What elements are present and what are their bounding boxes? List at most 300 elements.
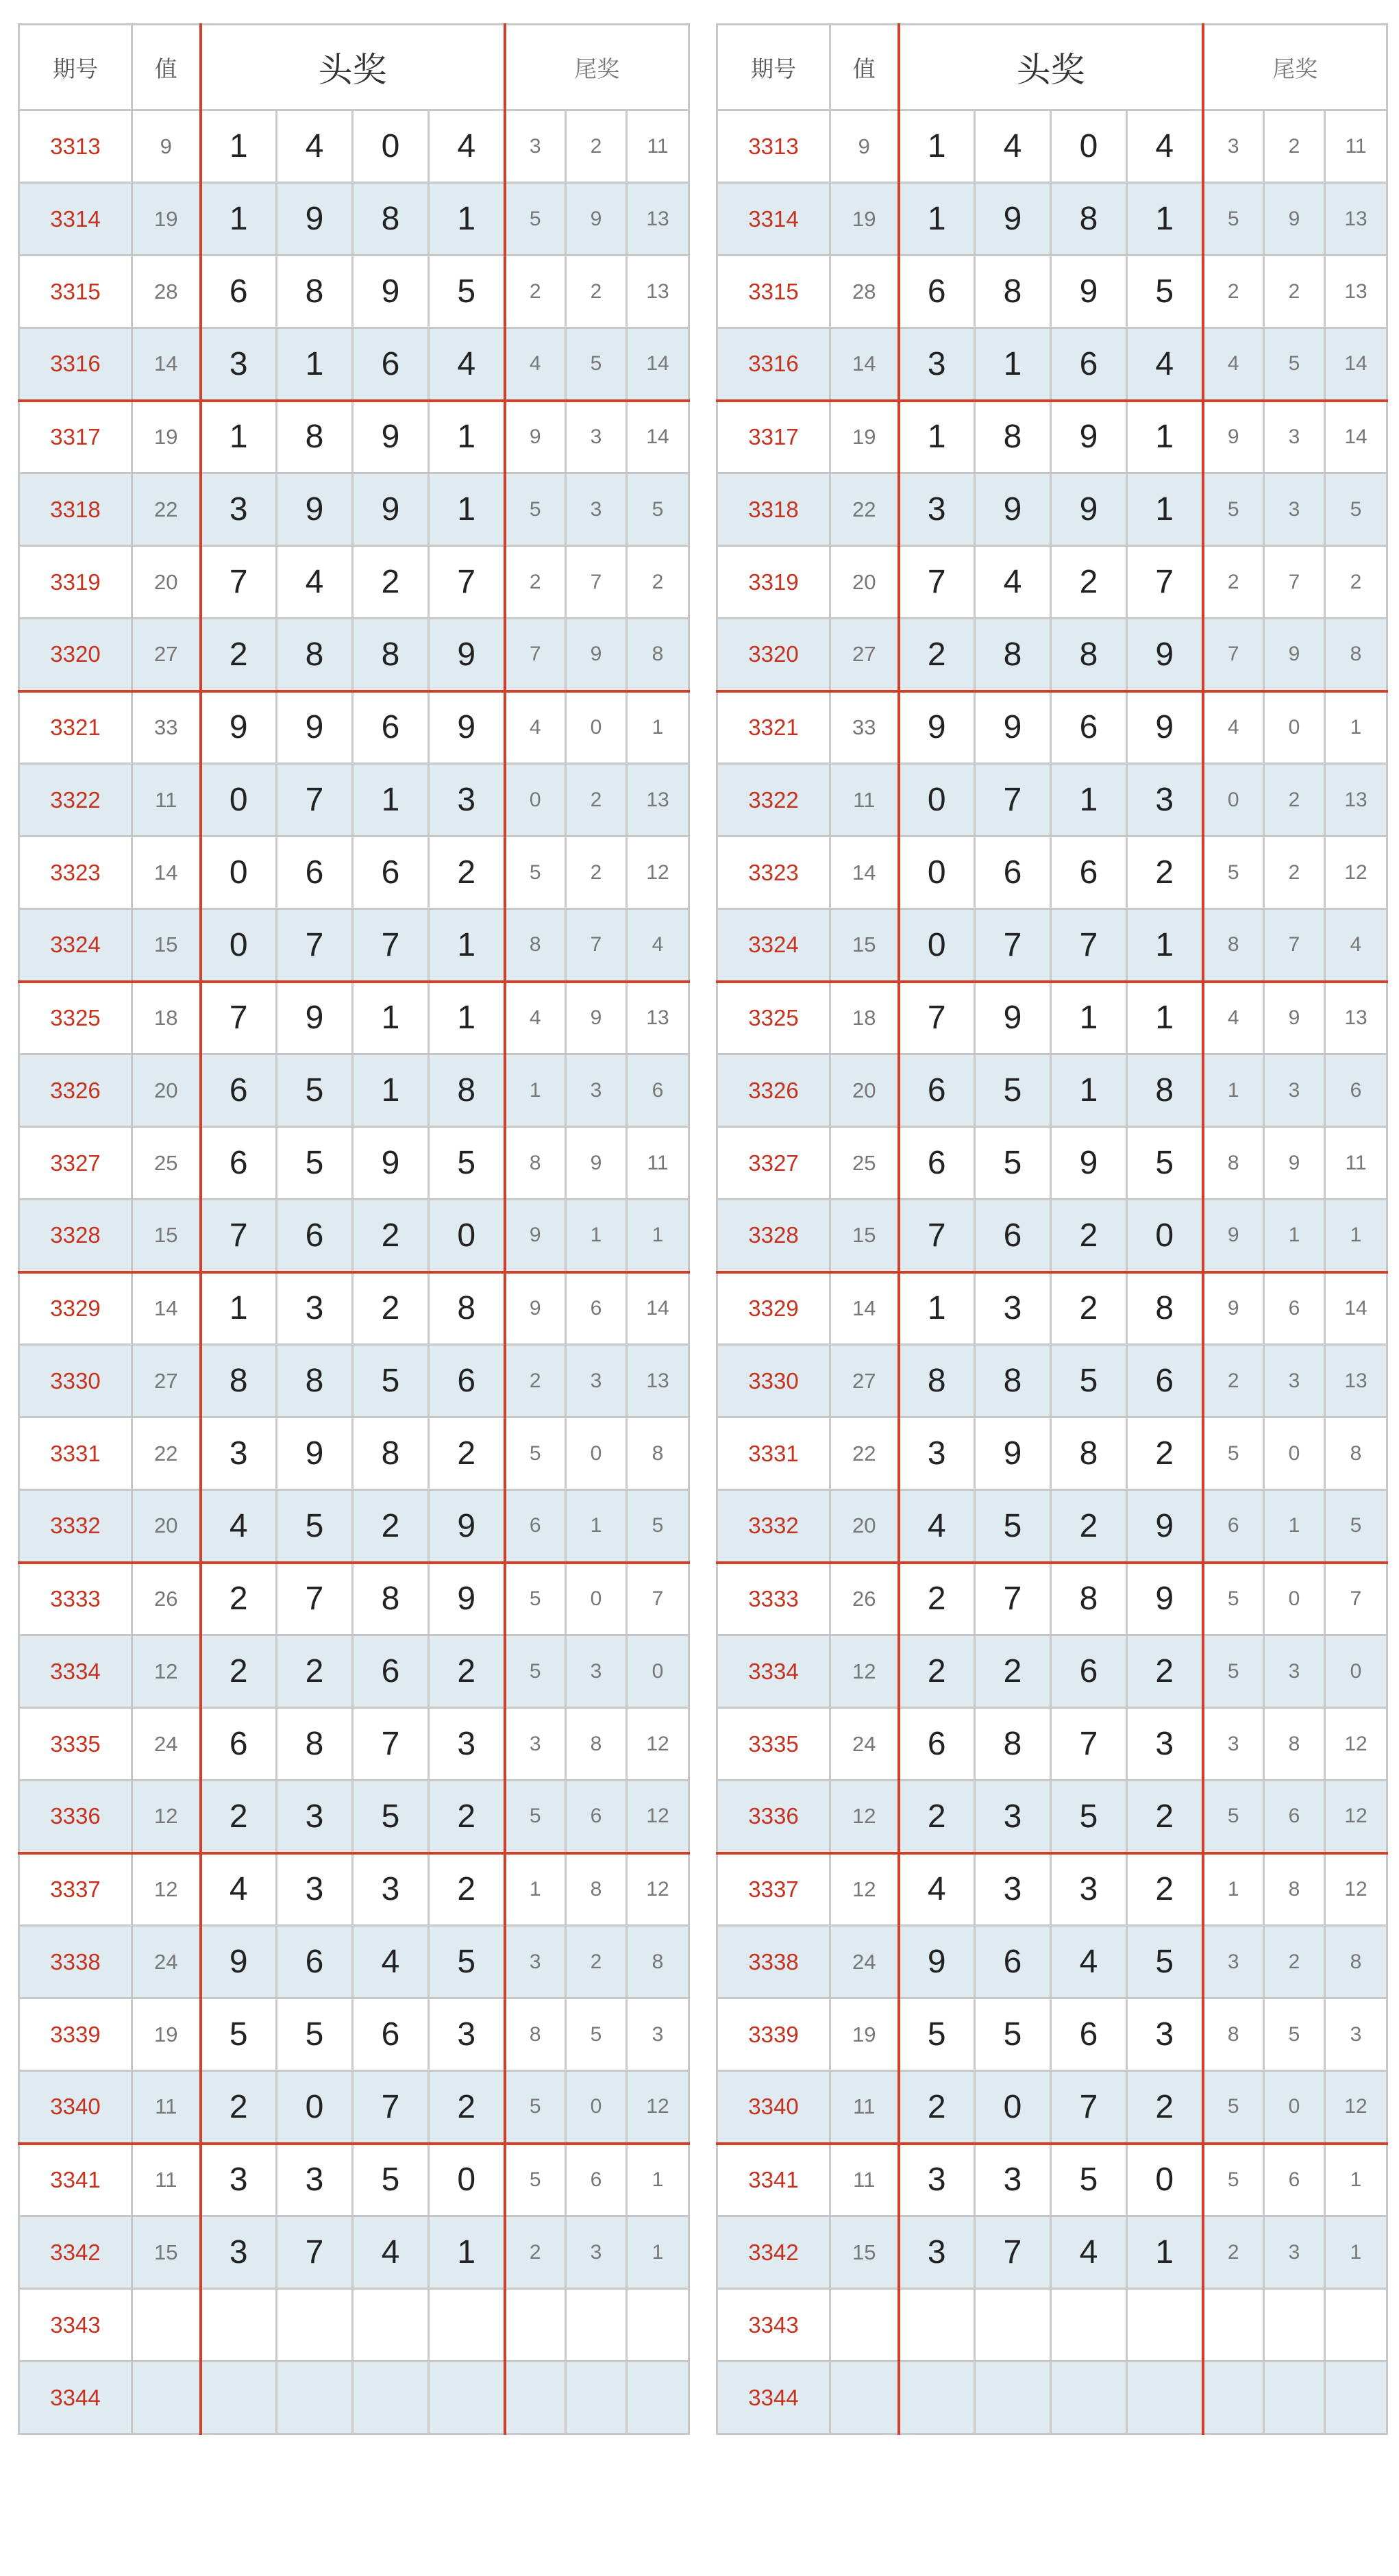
sum-value: 11 xyxy=(132,2144,201,2216)
head-prize-digit: 2 xyxy=(429,1635,505,1708)
head-prize-digit: 8 xyxy=(201,1345,277,1417)
period-id: 3341 xyxy=(19,2144,132,2216)
sum-value: 12 xyxy=(830,1781,899,1853)
head-prize-digit: 8 xyxy=(1051,183,1127,256)
sum-value: 24 xyxy=(830,1708,899,1781)
lottery-table xyxy=(18,23,690,2435)
sum-value: 22 xyxy=(132,473,201,546)
tail-prize-number: 9 xyxy=(505,401,566,473)
head-prize-digit: 1 xyxy=(201,110,277,183)
tail-prize-number: 3 xyxy=(1264,401,1325,473)
tail-prize-number: 8 xyxy=(1264,1853,1325,1926)
tail-prize-number: 3 xyxy=(505,110,566,183)
tail-prize-number: 1 xyxy=(627,1200,689,1272)
head-prize-digit: 9 xyxy=(353,473,429,546)
tail-prize-number: 12 xyxy=(1325,1781,1387,1853)
tail-prize-number: 3 xyxy=(1325,1998,1387,2071)
head-prize-digit: 1 xyxy=(899,183,975,256)
sum-value: 20 xyxy=(830,546,899,619)
head-prize-digit: 3 xyxy=(899,328,975,401)
tail-prize-number: 9 xyxy=(566,1127,627,1200)
period-id: 3339 xyxy=(19,1998,132,2071)
head-prize-digit: 0 xyxy=(1127,1200,1203,1272)
tail-prize-number: 1 xyxy=(505,1054,566,1127)
tail-prize-number: 2 xyxy=(1203,1345,1264,1417)
tail-prize-number: 1 xyxy=(627,691,689,764)
head-prize-digit: 5 xyxy=(975,1998,1051,2071)
period-id: 3335 xyxy=(717,1708,830,1781)
table-row xyxy=(19,328,689,401)
sum-value: 15 xyxy=(132,2216,201,2289)
head-prize-digit: 2 xyxy=(277,1635,353,1708)
head-prize-digit: 2 xyxy=(201,1635,277,1708)
head-prize-digit: 5 xyxy=(277,1127,353,1200)
head-prize-digit: 9 xyxy=(201,1926,277,1998)
period-id: 3334 xyxy=(19,1635,132,1708)
period-id: 3344 xyxy=(717,2362,830,2434)
head-prize-digit: 8 xyxy=(353,1417,429,1490)
head-prize-digit: 7 xyxy=(201,1200,277,1272)
table-row xyxy=(717,2216,1387,2289)
header-period: 期号 xyxy=(717,25,830,110)
period-id: 3320 xyxy=(19,619,132,691)
head-prize-digit: 4 xyxy=(975,110,1051,183)
head-prize-digit: 0 xyxy=(429,1200,505,1272)
tail-prize-number: 13 xyxy=(1325,183,1387,256)
head-prize-digit: 3 xyxy=(899,2144,975,2216)
table-row xyxy=(19,1708,689,1781)
sum-value: 12 xyxy=(830,1635,899,1708)
period-id: 3341 xyxy=(717,2144,830,2216)
head-prize-digit: 8 xyxy=(899,1345,975,1417)
head-prize-digit: 9 xyxy=(975,1417,1051,1490)
sum-value: 11 xyxy=(830,764,899,837)
head-prize-digit: 3 xyxy=(201,473,277,546)
tail-prize-number: 2 xyxy=(566,256,627,328)
sum-value: 19 xyxy=(132,1998,201,2071)
head-prize-digit: 6 xyxy=(1051,691,1127,764)
head-prize-digit: 5 xyxy=(277,1998,353,2071)
head-prize-digit: 2 xyxy=(899,2071,975,2144)
sum-value: 22 xyxy=(132,1417,201,1490)
tail-prize-number xyxy=(1203,2289,1264,2362)
sum-value: 18 xyxy=(132,982,201,1054)
head-prize-digit: 2 xyxy=(353,546,429,619)
tail-prize-number: 5 xyxy=(1203,2071,1264,2144)
head-prize-digit: 7 xyxy=(277,1563,353,1635)
tail-prize-number: 5 xyxy=(1203,1417,1264,1490)
head-prize-digit: 7 xyxy=(277,2216,353,2289)
head-prize-digit: 8 xyxy=(277,1708,353,1781)
head-prize-digit: 8 xyxy=(353,619,429,691)
period-id: 3315 xyxy=(19,256,132,328)
tail-prize-number: 7 xyxy=(505,619,566,691)
tail-prize-number: 14 xyxy=(1325,1272,1387,1345)
sum-value: 22 xyxy=(830,1417,899,1490)
tail-prize-number: 9 xyxy=(566,183,627,256)
header-head-prize: 头奖 xyxy=(201,25,505,110)
table-row xyxy=(717,982,1387,1054)
head-prize-digit: 0 xyxy=(975,2071,1051,2144)
head-prize-digit: 7 xyxy=(1127,546,1203,619)
head-prize-digit: 2 xyxy=(975,1635,1051,1708)
table-row xyxy=(19,256,689,328)
table-row xyxy=(19,764,689,837)
tail-prize-number: 0 xyxy=(1325,1635,1387,1708)
tail-prize-number: 2 xyxy=(1325,546,1387,619)
period-id: 3318 xyxy=(717,473,830,546)
head-prize-digit: 3 xyxy=(353,1853,429,1926)
tail-prize-number: 8 xyxy=(627,619,689,691)
sum-value: 12 xyxy=(132,1781,201,1853)
table-row xyxy=(19,1054,689,1127)
tail-prize-number: 2 xyxy=(1264,837,1325,909)
head-prize-digit: 5 xyxy=(1127,1127,1203,1200)
head-prize-digit: 6 xyxy=(899,256,975,328)
sum-value: 25 xyxy=(132,1127,201,1200)
head-prize-digit: 4 xyxy=(899,1490,975,1563)
tail-prize-number: 6 xyxy=(566,1781,627,1853)
table-row xyxy=(717,2144,1387,2216)
tail-prize-number: 5 xyxy=(505,1635,566,1708)
tail-prize-number: 1 xyxy=(1264,1490,1325,1563)
period-id: 3330 xyxy=(717,1345,830,1417)
tail-prize-number: 11 xyxy=(1325,110,1387,183)
sum-value: 27 xyxy=(132,619,201,691)
tail-prize-number: 7 xyxy=(566,546,627,619)
head-prize-digit: 1 xyxy=(1051,764,1127,837)
tail-prize-number: 0 xyxy=(566,691,627,764)
table-row xyxy=(19,1926,689,1998)
period-id: 3321 xyxy=(19,691,132,764)
head-prize-digit: 2 xyxy=(1051,546,1127,619)
period-id: 3344 xyxy=(19,2362,132,2434)
tail-prize-number: 9 xyxy=(1264,619,1325,691)
head-prize-digit: 9 xyxy=(1051,401,1127,473)
table-row xyxy=(717,909,1387,982)
tail-prize-number: 1 xyxy=(1203,1054,1264,1127)
head-prize-digit: 2 xyxy=(429,1417,505,1490)
period-id: 3342 xyxy=(717,2216,830,2289)
table-row xyxy=(19,691,689,764)
tail-prize-number: 2 xyxy=(566,764,627,837)
sum-value xyxy=(132,2362,201,2434)
period-id: 3328 xyxy=(19,1200,132,1272)
head-prize-digit: 6 xyxy=(353,1998,429,2071)
tail-prize-number: 5 xyxy=(1203,473,1264,546)
head-prize-digit: 4 xyxy=(1127,110,1203,183)
head-prize-digit: 4 xyxy=(277,110,353,183)
tail-prize-number: 5 xyxy=(1203,837,1264,909)
table-row xyxy=(19,837,689,909)
tail-prize-number xyxy=(1325,2289,1387,2362)
head-prize-digit: 3 xyxy=(201,328,277,401)
table-row xyxy=(717,1272,1387,1345)
sum-value: 11 xyxy=(132,2071,201,2144)
tail-prize-number: 8 xyxy=(627,1926,689,1998)
table-row xyxy=(717,2362,1387,2434)
head-prize-digit: 5 xyxy=(353,1781,429,1853)
tail-prize-number: 4 xyxy=(1203,328,1264,401)
head-prize-digit xyxy=(353,2289,429,2362)
head-prize-digit: 7 xyxy=(1051,909,1127,982)
sum-value: 33 xyxy=(132,691,201,764)
tail-prize-number: 5 xyxy=(505,2144,566,2216)
tail-prize-number: 8 xyxy=(566,1853,627,1926)
table-row xyxy=(19,1490,689,1563)
tail-prize-number: 7 xyxy=(1264,546,1325,619)
head-prize-digit: 5 xyxy=(975,1054,1051,1127)
header-value: 值 xyxy=(132,25,201,110)
tail-prize-number: 13 xyxy=(627,256,689,328)
head-prize-digit: 6 xyxy=(975,1200,1051,1272)
table-row xyxy=(19,401,689,473)
head-prize-digit: 0 xyxy=(1127,2144,1203,2216)
tail-prize-number: 14 xyxy=(1325,401,1387,473)
tail-prize-number: 1 xyxy=(566,1490,627,1563)
head-prize-digit: 5 xyxy=(1051,1781,1127,1853)
tail-prize-number: 8 xyxy=(1325,1417,1387,1490)
table-row xyxy=(717,1127,1387,1200)
tail-prize-number: 9 xyxy=(1264,1127,1325,1200)
table-row xyxy=(717,1345,1387,1417)
head-prize-digit: 2 xyxy=(429,837,505,909)
period-id: 3317 xyxy=(717,401,830,473)
sum-value: 19 xyxy=(132,183,201,256)
head-prize-digit: 8 xyxy=(975,1345,1051,1417)
head-prize-digit: 8 xyxy=(277,619,353,691)
table-row xyxy=(717,1563,1387,1635)
table-row xyxy=(19,1200,689,1272)
sum-value xyxy=(830,2289,899,2362)
period-id: 3340 xyxy=(19,2071,132,2144)
tail-prize-number xyxy=(505,2289,566,2362)
table-row xyxy=(717,1054,1387,1127)
tail-prize-number: 5 xyxy=(1264,1998,1325,2071)
sum-value: 14 xyxy=(132,1272,201,1345)
tail-prize-number: 12 xyxy=(627,1781,689,1853)
head-prize-digit: 7 xyxy=(353,2071,429,2144)
sum-value: 14 xyxy=(830,1272,899,1345)
head-prize-digit: 3 xyxy=(201,2216,277,2289)
head-prize-digit: 7 xyxy=(975,909,1051,982)
head-prize-digit: 5 xyxy=(429,1926,505,1998)
head-prize-digit: 9 xyxy=(277,982,353,1054)
table-row xyxy=(717,110,1387,183)
head-prize-digit: 7 xyxy=(899,1200,975,1272)
table-row xyxy=(717,691,1387,764)
period-id: 3325 xyxy=(717,982,830,1054)
header-row xyxy=(19,25,689,110)
table-row xyxy=(19,2216,689,2289)
head-prize-digit: 3 xyxy=(277,1781,353,1853)
table-row xyxy=(19,2289,689,2362)
tail-prize-number: 5 xyxy=(1203,1635,1264,1708)
head-prize-digit xyxy=(975,2289,1051,2362)
period-id: 3333 xyxy=(717,1563,830,1635)
head-prize-digit: 0 xyxy=(353,110,429,183)
head-prize-digit: 6 xyxy=(277,1200,353,1272)
head-prize-digit: 5 xyxy=(201,1998,277,2071)
head-prize-digit: 9 xyxy=(353,1127,429,1200)
head-prize-digit: 9 xyxy=(429,691,505,764)
head-prize-digit: 6 xyxy=(1051,1635,1127,1708)
tail-prize-number: 14 xyxy=(627,1272,689,1345)
period-id: 3313 xyxy=(717,110,830,183)
period-id: 3315 xyxy=(717,256,830,328)
tail-prize-number: 12 xyxy=(627,837,689,909)
head-prize-digit: 9 xyxy=(277,1417,353,1490)
tail-prize-number: 13 xyxy=(627,1345,689,1417)
table-row xyxy=(717,546,1387,619)
head-prize-digit: 3 xyxy=(201,1417,277,1490)
period-id: 3343 xyxy=(19,2289,132,2362)
sum-value: 12 xyxy=(132,1635,201,1708)
head-prize-digit: 2 xyxy=(1127,1417,1203,1490)
head-prize-digit: 4 xyxy=(353,1926,429,1998)
lottery-table xyxy=(716,23,1388,2435)
period-id: 3323 xyxy=(717,837,830,909)
period-id: 3324 xyxy=(19,909,132,982)
table-row xyxy=(19,982,689,1054)
head-prize-digit: 9 xyxy=(429,1490,505,1563)
tail-prize-number: 5 xyxy=(505,2071,566,2144)
tail-prize-number: 5 xyxy=(505,1417,566,1490)
head-prize-digit: 3 xyxy=(975,1853,1051,1926)
head-prize-digit: 0 xyxy=(899,764,975,837)
head-prize-digit: 1 xyxy=(1127,473,1203,546)
tail-prize-number: 12 xyxy=(1325,1853,1387,1926)
sum-value: 11 xyxy=(830,2071,899,2144)
head-prize-digit xyxy=(277,2362,353,2434)
period-id: 3314 xyxy=(19,183,132,256)
table-row xyxy=(717,1998,1387,2071)
tail-prize-number: 8 xyxy=(627,1417,689,1490)
sum-value: 24 xyxy=(132,1926,201,1998)
period-id: 3338 xyxy=(717,1926,830,1998)
head-prize-digit: 6 xyxy=(201,1127,277,1200)
tail-prize-number: 4 xyxy=(505,982,566,1054)
head-prize-digit: 6 xyxy=(277,837,353,909)
head-prize-digit: 8 xyxy=(353,1563,429,1635)
tail-prize-number: 9 xyxy=(505,1200,566,1272)
head-prize-digit xyxy=(975,2362,1051,2434)
head-prize-digit: 9 xyxy=(1127,691,1203,764)
head-prize-digit: 8 xyxy=(975,1708,1051,1781)
head-prize-digit: 2 xyxy=(1051,1200,1127,1272)
period-id: 3329 xyxy=(717,1272,830,1345)
tail-prize-number: 1 xyxy=(1325,2216,1387,2289)
tail-prize-number: 1 xyxy=(566,1200,627,1272)
header-period: 期号 xyxy=(19,25,132,110)
period-id: 3333 xyxy=(19,1563,132,1635)
head-prize-digit: 5 xyxy=(975,1490,1051,1563)
sum-value: 25 xyxy=(830,1127,899,1200)
head-prize-digit: 1 xyxy=(429,2216,505,2289)
tail-prize-number: 13 xyxy=(1325,764,1387,837)
head-prize-digit: 9 xyxy=(1127,1563,1203,1635)
head-prize-digit: 5 xyxy=(353,2144,429,2216)
head-prize-digit: 4 xyxy=(429,328,505,401)
period-id: 3339 xyxy=(717,1998,830,2071)
tail-prize-number: 9 xyxy=(1264,982,1325,1054)
table-row xyxy=(717,1490,1387,1563)
head-prize-digit: 9 xyxy=(429,619,505,691)
tail-prize-number: 1 xyxy=(1325,2144,1387,2216)
head-prize-digit: 4 xyxy=(1051,2216,1127,2289)
sum-value: 15 xyxy=(830,1200,899,1272)
tail-prize-number: 3 xyxy=(1264,2216,1325,2289)
tail-prize-number: 4 xyxy=(1325,909,1387,982)
head-prize-digit: 8 xyxy=(277,256,353,328)
tail-prize-number: 1 xyxy=(1203,1853,1264,1926)
head-prize-digit: 2 xyxy=(1127,1853,1203,1926)
tail-prize-number: 9 xyxy=(505,1272,566,1345)
header-row xyxy=(717,25,1387,110)
tail-prize-number: 8 xyxy=(505,1998,566,2071)
period-id: 3316 xyxy=(717,328,830,401)
head-prize-digit: 6 xyxy=(1051,328,1127,401)
tail-prize-number: 2 xyxy=(1203,546,1264,619)
head-prize-digit: 4 xyxy=(277,546,353,619)
head-prize-digit xyxy=(1127,2362,1203,2434)
sum-value: 27 xyxy=(830,1345,899,1417)
tail-prize-number: 3 xyxy=(566,1635,627,1708)
tail-prize-number xyxy=(566,2362,627,2434)
head-prize-digit: 7 xyxy=(429,546,505,619)
period-id: 3334 xyxy=(717,1635,830,1708)
sum-value: 27 xyxy=(830,619,899,691)
tail-prize-number: 1 xyxy=(627,2144,689,2216)
tail-prize-number: 6 xyxy=(1264,1272,1325,1345)
head-prize-digit: 3 xyxy=(975,1272,1051,1345)
tail-prize-number: 7 xyxy=(566,909,627,982)
sum-value: 19 xyxy=(830,401,899,473)
sum-value: 12 xyxy=(830,1853,899,1926)
table-row xyxy=(19,1563,689,1635)
period-id: 3331 xyxy=(19,1417,132,1490)
head-prize-digit: 6 xyxy=(353,1635,429,1708)
tail-prize-number: 0 xyxy=(1264,691,1325,764)
head-prize-digit: 4 xyxy=(201,1853,277,1926)
tail-prize-number: 2 xyxy=(505,2216,566,2289)
head-prize-digit: 9 xyxy=(1051,473,1127,546)
head-prize-digit: 9 xyxy=(1127,619,1203,691)
sum-value: 20 xyxy=(132,546,201,619)
head-prize-digit: 2 xyxy=(1051,1272,1127,1345)
head-prize-digit: 5 xyxy=(353,1345,429,1417)
tail-prize-number: 5 xyxy=(1203,183,1264,256)
head-prize-digit: 1 xyxy=(899,110,975,183)
sum-value: 15 xyxy=(132,909,201,982)
tail-prize-number: 3 xyxy=(566,1345,627,1417)
head-prize-digit: 7 xyxy=(353,909,429,982)
tail-prize-number: 0 xyxy=(1264,1417,1325,1490)
head-prize-digit: 8 xyxy=(1127,1272,1203,1345)
head-prize-digit: 1 xyxy=(1127,982,1203,1054)
table-row xyxy=(19,1998,689,2071)
sum-value: 15 xyxy=(830,909,899,982)
tail-prize-number: 0 xyxy=(1264,1563,1325,1635)
period-id: 3326 xyxy=(19,1054,132,1127)
sum-value: 26 xyxy=(132,1563,201,1635)
tail-prize-number: 0 xyxy=(566,2071,627,2144)
head-prize-digit xyxy=(899,2289,975,2362)
tail-prize-number xyxy=(505,2362,566,2434)
table-row xyxy=(717,1200,1387,1272)
tail-prize-number: 13 xyxy=(1325,256,1387,328)
head-prize-digit: 8 xyxy=(1051,619,1127,691)
